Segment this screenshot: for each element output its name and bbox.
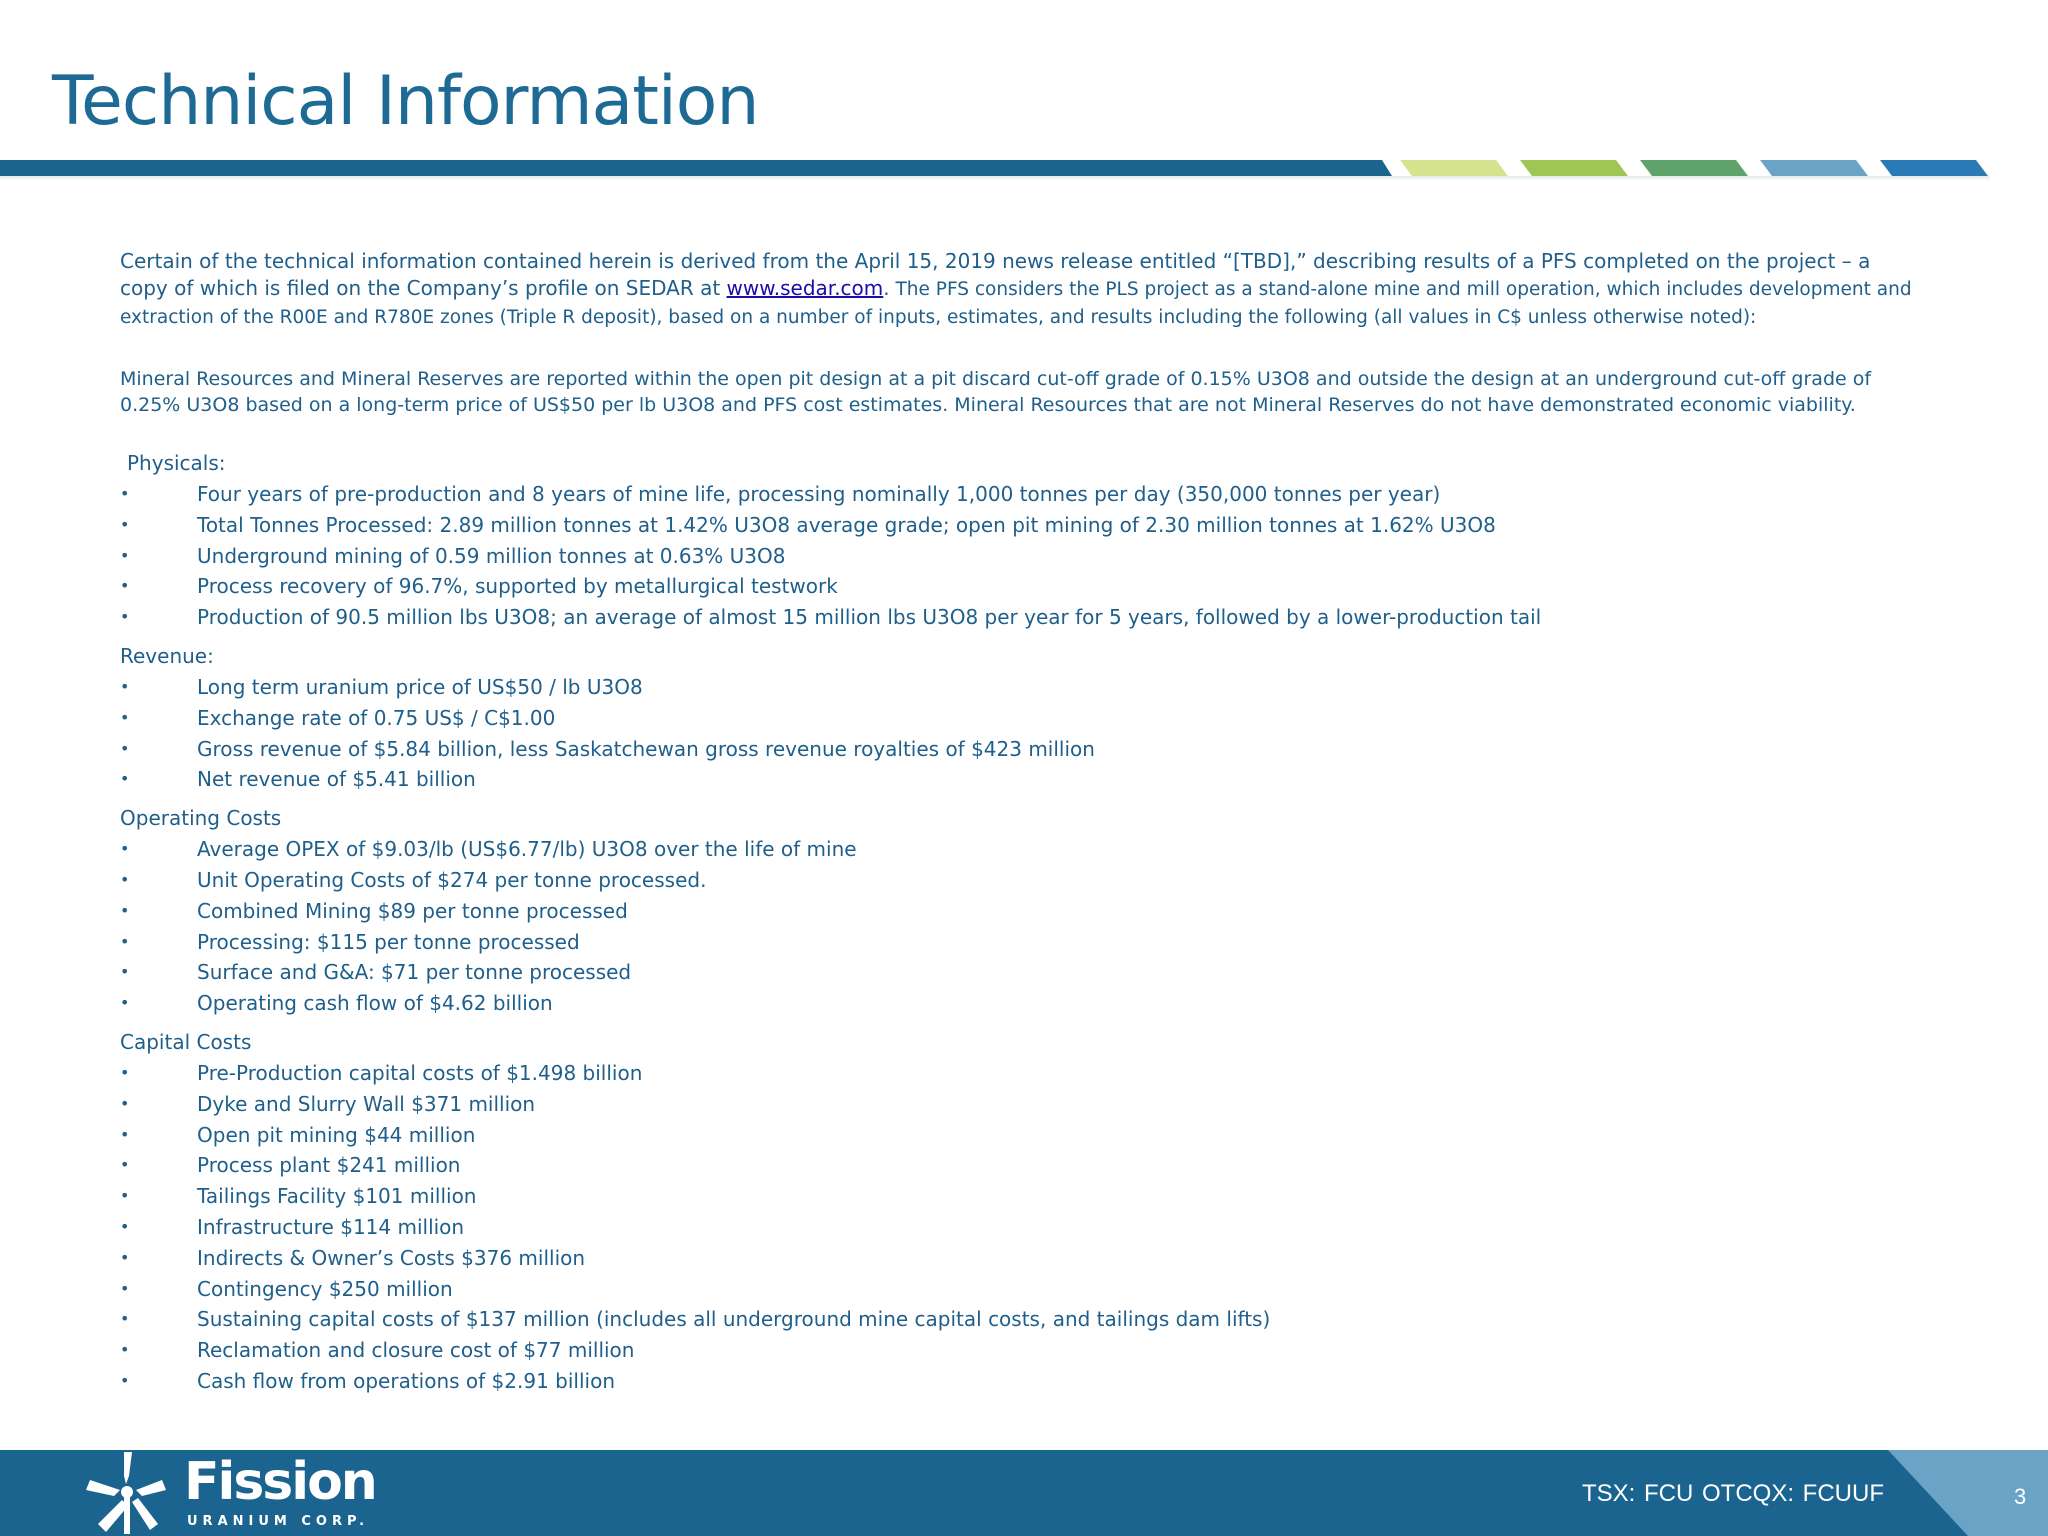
bullet-marker: • bbox=[120, 484, 130, 503]
list-item-text: Infrastructure $114 million bbox=[197, 1214, 465, 1239]
header-chevron bbox=[1640, 160, 1748, 176]
list-item bbox=[120, 834, 1920, 865]
list-item-text: Combined Mining $89 per tonne processed bbox=[197, 898, 628, 923]
list-item-text: Cash flow from operations of $2.91 billion bbox=[197, 1368, 616, 1393]
list-item-text: Tailings Facility $101 million bbox=[197, 1184, 477, 1209]
list-item-text: Gross revenue of $5.84 billion, less Saskatchewan gross revenue royalties of $423 million bbox=[197, 736, 1095, 761]
bullet-marker: • bbox=[120, 869, 130, 889]
list-item bbox=[120, 1212, 1920, 1243]
list-item-text: Processing: $115 per tonne processed bbox=[197, 929, 580, 954]
list-item bbox=[120, 734, 1920, 765]
list-item bbox=[120, 1243, 1920, 1274]
fission-logo-icon bbox=[84, 1450, 168, 1536]
list-item-text: Pre-Production capital costs of $1.498 billion bbox=[197, 1060, 643, 1085]
list-item bbox=[120, 510, 1920, 541]
list-item bbox=[120, 764, 1920, 795]
list-item bbox=[120, 1335, 1920, 1366]
list-item-text: Four years of pre-production and 8 years of mine life, processing nominally 1,000 tonnes per day (350,000 tonnes per year) bbox=[197, 482, 1441, 506]
list-item bbox=[120, 703, 1920, 734]
bullet-marker: • bbox=[120, 707, 130, 727]
ticker-symbols: TSX: FCU OTCQX: FCUUF bbox=[1582, 1480, 1884, 1507]
bullet-marker: • bbox=[120, 1216, 130, 1236]
list-item-text: Indirects & Owner’s Costs $376 million bbox=[197, 1245, 586, 1270]
bullet-marker: • bbox=[120, 1155, 130, 1175]
list-item-text: Reclamation and closure cost of $77 million bbox=[197, 1338, 635, 1363]
header-rule bbox=[0, 160, 1392, 176]
list-item bbox=[120, 896, 1920, 927]
bullet-marker: • bbox=[120, 931, 130, 951]
bullet-marker: • bbox=[120, 676, 130, 696]
page-number: 3 bbox=[2014, 1484, 2027, 1509]
list-item bbox=[120, 988, 1920, 1019]
list-item-text: Dyke and Slurry Wall $371 million bbox=[197, 1091, 536, 1116]
resources-note: Mineral Resources and Mineral Reserves are reported within the open pit design at a pit discard cut-off grade of 0.15% U3O8 and outside the design at an underground cut-off grade of 0.25% U3O8 based on a long-term price of US$50 per lb U3O8 and PFS cost estimates. Mineral Resources that are not Mineral Reserves do not have demonstrated economic viability. bbox=[120, 368, 1872, 416]
bullet-marker: • bbox=[120, 1062, 130, 1082]
bullet-marker: • bbox=[120, 1278, 130, 1298]
list-item bbox=[120, 541, 1920, 572]
revenue-list bbox=[120, 672, 1920, 795]
logo-subtitle: URANIUM CORP. bbox=[187, 1514, 370, 1529]
list-item-text: Total Tonnes Processed: 2.89 million tonnes at 1.42% U3O8 average grade; open pit mining of 2.30 million tonnes at 1.62% U3O8 bbox=[197, 512, 1496, 537]
bullet-marker: • bbox=[120, 1247, 130, 1267]
header-chevron bbox=[1880, 160, 1988, 176]
operating-costs-heading: Operating Costs bbox=[120, 806, 282, 831]
bullet-marker: • bbox=[120, 1340, 130, 1360]
list-item-text: Surface and G&A: $71 per tonne processed bbox=[197, 960, 632, 985]
intro-paragraph bbox=[120, 248, 1920, 331]
bullet-marker: • bbox=[120, 993, 130, 1013]
physicals-list bbox=[120, 479, 1920, 633]
list-item bbox=[120, 602, 1920, 633]
list-item bbox=[120, 1304, 1920, 1335]
list-item-text: Long term uranium price of US$50 / lb U3O8 bbox=[197, 674, 643, 699]
page-title: Technical Information bbox=[52, 62, 759, 141]
header-chevron bbox=[1400, 160, 1508, 176]
list-item bbox=[120, 1058, 1920, 1089]
list-item bbox=[120, 571, 1920, 602]
list-item-text: Operating cash flow of $4.62 billion bbox=[197, 991, 553, 1016]
bullet-marker: • bbox=[120, 545, 130, 565]
list-item bbox=[120, 957, 1920, 988]
list-item-text: Net revenue of $5.41 billion bbox=[197, 767, 476, 792]
revenue-heading: Revenue: bbox=[120, 643, 214, 668]
header-chevron bbox=[1760, 160, 1868, 176]
list-item-text: Open pit mining $44 million bbox=[197, 1122, 476, 1147]
bullet-marker: • bbox=[120, 514, 130, 534]
list-item-text: Process plant $241 million bbox=[197, 1153, 461, 1178]
header-rule-shadow bbox=[0, 176, 1990, 181]
bullet-marker: • bbox=[120, 607, 130, 627]
list-item bbox=[120, 1120, 1920, 1151]
sedar-link[interactable]: www.sedar.com bbox=[726, 276, 884, 300]
bullet-marker: • bbox=[120, 1124, 130, 1144]
intro-text: Certain of the technical information contained herein is derived from the April 15, 2019 news release entitled “[TBD],” describing results of a PFS completed on the project – a copy of which is filed on the Company’s profile on SEDAR at bbox=[120, 249, 1871, 300]
bullet-marker: • bbox=[120, 738, 130, 758]
list-item bbox=[120, 865, 1920, 896]
bullet-marker: • bbox=[120, 1186, 130, 1206]
bullet-marker: • bbox=[120, 1093, 130, 1113]
bullet-marker: • bbox=[120, 1370, 130, 1390]
list-item-text: Production of 90.5 million lbs U3O8; an average of almost 15 million lbs U3O8 per year for 5 years, followed by a lower-production tail bbox=[197, 605, 1542, 630]
list-item bbox=[120, 927, 1920, 958]
slide-content bbox=[120, 248, 1920, 1397]
capital-costs-heading: Capital Costs bbox=[120, 1029, 252, 1054]
bullet-marker: • bbox=[120, 839, 130, 859]
list-item-text: Unit Operating Costs of $274 per tonne processed. bbox=[197, 867, 707, 892]
bullet-marker: • bbox=[120, 1309, 130, 1329]
list-item bbox=[120, 1366, 1920, 1397]
list-item bbox=[120, 479, 1920, 510]
bullet-marker: • bbox=[120, 769, 130, 789]
operating-costs-list bbox=[120, 834, 1920, 1019]
bullet-marker: • bbox=[120, 962, 130, 982]
list-item-text: Contingency $250 million bbox=[197, 1276, 453, 1301]
list-item-text: Underground mining of 0.59 million tonnes at 0.63% U3O8 bbox=[197, 543, 786, 568]
bullet-marker: • bbox=[120, 576, 130, 596]
list-item-text: Average OPEX of $9.03/lb (US$6.77/lb) U3O8 over the life of mine bbox=[197, 837, 857, 862]
list-item-text: Process recovery of 96.7%, supported by metallurgical testwork bbox=[197, 574, 838, 599]
list-item bbox=[120, 1274, 1920, 1305]
list-item bbox=[120, 1089, 1920, 1120]
header-chevron bbox=[1520, 160, 1628, 176]
capital-costs-list bbox=[120, 1058, 1920, 1397]
list-item bbox=[120, 1181, 1920, 1212]
logo-name: Fission bbox=[184, 1452, 376, 1512]
list-item-text: Exchange rate of 0.75 US$ / C$1.00 bbox=[197, 705, 556, 730]
list-item bbox=[120, 672, 1920, 703]
footer-bar bbox=[0, 1450, 2048, 1536]
intro-period: . bbox=[883, 276, 890, 300]
physicals-heading: Physicals: bbox=[127, 451, 226, 475]
intro-text-continued: The PFS considers the PLS project as a stand-alone mine and mill operation, which includes development and extraction of the R00E and R780E zones (Triple R deposit), based on a number of inputs, estimates, and results including the following (all values in C$ unless otherwise noted): bbox=[120, 279, 1912, 328]
list-item bbox=[120, 1150, 1920, 1181]
bullet-marker: • bbox=[120, 900, 130, 920]
list-item-text: Sustaining capital costs of $137 million (includes all underground mine capital costs, and tailings dam lifts) bbox=[197, 1307, 1271, 1332]
